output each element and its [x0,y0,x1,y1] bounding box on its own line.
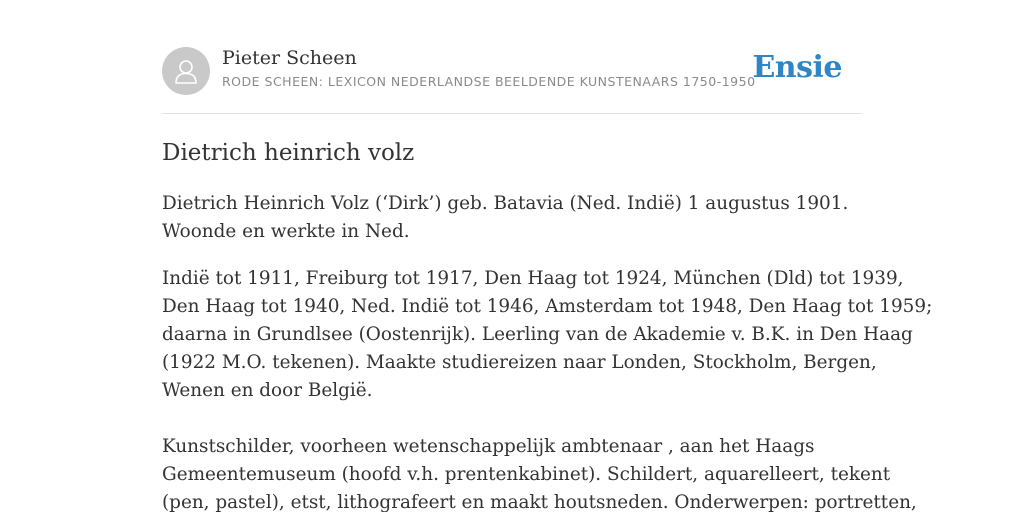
content-container [162,0,933,512]
blank-line [162,405,862,433]
text-line: Kunstschilder, voorheen wetenschappelijk ambtenaar , aan het Haags [162,436,815,457]
article-body [162,190,933,512]
text-line: (pen, pastel), etst, lithografeert en maakt houtsneden. Onderwerpen: portretten, [162,492,917,512]
text-line: Gemeentemuseum (hoofd v.h. prentenkabinet). Schildert, aquarelleert, tekent [162,464,891,485]
text-line: Den Haag tot 1940, Ned. Indië tot 1946, Amsterdam tot 1948, Den Haag tot 1959; [162,296,933,317]
text-line: Wenen en door België. [162,380,373,401]
text-line: Dietrich Heinrich Volz (‘Dirk’) geb. Batavia (Ned. Indië) 1 augustus 1901. [162,193,849,214]
person-outline-icon [171,56,201,86]
source-title[interactable]: RODE SCHEEN: LEXICON NEDERLANDSE BEELDENDE KUNSTENAARS 1750-1950 [222,74,756,89]
author-name[interactable]: Pieter Scheen [222,47,357,69]
text-line: daarna in Grundlsee (Oostenrijk). Leerling van de Akademie v. B.K. in Den Haag [162,324,913,345]
text-line: (1922 M.O. tekenen). Maakte studiereizen naar Londen, Stockholm, Bergen, [162,352,877,373]
ensie-logo[interactable]: Ensie [752,50,842,85]
text-line: Indië tot 1911, Freiburg tot 1917, Den Haag tot 1924, München (Dld) tot 1939, [162,268,904,289]
text-line: Woonde en werkte in Ned. [162,221,410,242]
paragraph-1 [162,190,862,246]
paragraph-2 [162,265,933,512]
user-avatar-icon[interactable] [162,47,210,95]
article-header [162,0,862,114]
article-title: Dietrich heinrich volz [162,140,415,166]
